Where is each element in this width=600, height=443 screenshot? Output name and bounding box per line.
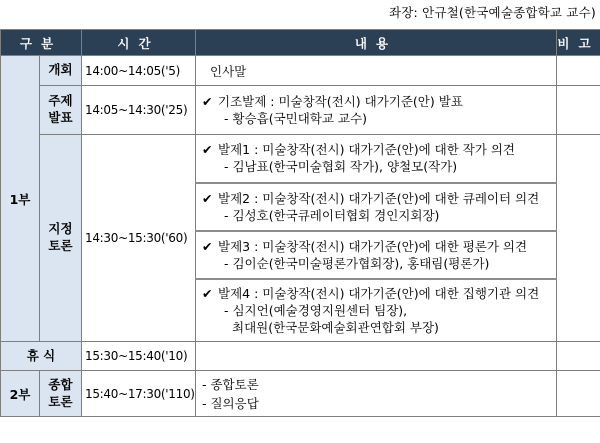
row-opening bbox=[1, 56, 600, 86]
schedule-table bbox=[0, 29, 600, 417]
break-content bbox=[196, 342, 557, 371]
part2-note bbox=[557, 371, 600, 417]
header-row bbox=[1, 30, 600, 56]
talk3-content bbox=[196, 231, 557, 279]
header-note: 비고 bbox=[557, 30, 600, 56]
break-time: 15:30~15:40('10) bbox=[82, 342, 196, 371]
talk2-speakers: - 김성호(한국큐레이터협회 경인지회장) bbox=[224, 207, 440, 223]
row-break bbox=[1, 342, 600, 371]
designated-label bbox=[40, 135, 82, 342]
header-content: 내용 bbox=[196, 30, 557, 56]
talk4-speakers-2: 최대원(한국문화예술회관연합회 부장) bbox=[232, 319, 439, 335]
break-note bbox=[557, 342, 600, 371]
talk1-title-line bbox=[202, 141, 550, 158]
talk3-title-line bbox=[202, 238, 550, 255]
header-category: 구분 bbox=[1, 30, 82, 56]
part2-label: 2부 bbox=[1, 371, 40, 417]
part2-time: 15:40~17:30('110) bbox=[82, 371, 196, 417]
talk1-title: 발제1 : 미술창작(전시) 대가기준(안)에 대한 작가 의견 bbox=[218, 142, 516, 158]
opening-content bbox=[196, 56, 557, 86]
check-icon: ✔ bbox=[202, 285, 213, 301]
check-icon: ✔ bbox=[202, 142, 213, 158]
talk2-title-line bbox=[202, 190, 550, 207]
opening-note bbox=[557, 56, 600, 86]
keynote-title-line bbox=[202, 93, 550, 110]
keynote-title: 기조발제 : 미술창작(전시) 대가기준(안) 발표 bbox=[218, 94, 463, 109]
header-time: 시간 bbox=[82, 30, 196, 56]
talk4-title-line bbox=[202, 285, 550, 302]
designated-note bbox=[557, 135, 600, 342]
talk4-title: 발제4 : 미술창작(전시) 대가기준(안)에 대한 집행기관 의견 bbox=[218, 285, 540, 301]
opening-time: 14:00~14:05('5) bbox=[82, 56, 196, 86]
keynote-time: 14:05~14:30('25) bbox=[82, 86, 196, 135]
part2-sub-label bbox=[40, 371, 82, 417]
check-icon: ✔ bbox=[202, 94, 213, 109]
keynote-speaker: - 황승흡(국민대학교 교수) bbox=[224, 111, 367, 126]
keynote-label-1: 주제 bbox=[48, 93, 73, 109]
chair-info: 좌장: 안규철(한국예술종합학교 교수) bbox=[388, 5, 596, 20]
keynote-content bbox=[196, 86, 557, 135]
talk3-title: 발제3 : 미술창작(전시) 대가기준(안)에 대한 평론가 의견 bbox=[218, 238, 528, 254]
row-keynote bbox=[1, 86, 600, 135]
designated-label-1: 지정 bbox=[48, 221, 73, 237]
break-label: 휴 식 bbox=[1, 342, 82, 371]
talk4-content bbox=[196, 279, 557, 342]
talk1-speakers: - 김남표(한국미술협회 작가), 양철모(작가) bbox=[224, 159, 458, 175]
part2-label-2: 토론 bbox=[48, 393, 73, 409]
keynote-label bbox=[40, 86, 82, 135]
designated-label-2: 토론 bbox=[48, 238, 73, 253]
designated-time: 14:30~15:30('60) bbox=[82, 135, 196, 342]
row-part2 bbox=[1, 371, 600, 417]
talk1-content bbox=[196, 135, 557, 183]
opening-label: 개회 bbox=[40, 56, 82, 86]
keynote-note bbox=[557, 86, 600, 135]
part1-label: 1부 bbox=[1, 56, 40, 342]
opening-text: 인사말 bbox=[210, 63, 247, 79]
row-talk1 bbox=[1, 135, 600, 183]
part2-item-qa: - 질의응답 bbox=[202, 395, 259, 411]
keynote-label-2: 발표 bbox=[48, 110, 73, 125]
talk4-speakers-1: - 심지언(예술경영지원센터 팀장), bbox=[224, 302, 408, 318]
talk2-content bbox=[196, 183, 557, 231]
part2-item-discussion: - 종합토론 bbox=[202, 376, 259, 392]
part2-content bbox=[196, 371, 557, 417]
part2-label-1: 종합 bbox=[48, 376, 73, 392]
talk2-title: 발제2 : 미술창작(전시) 대가기준(안)에 대한 큐레이터 의견 bbox=[218, 190, 540, 206]
talk3-speakers: - 김이순(한국미술평론가협회장), 홍태림(평론가) bbox=[224, 255, 490, 271]
check-icon: ✔ bbox=[202, 238, 213, 254]
check-icon: ✔ bbox=[202, 190, 213, 206]
